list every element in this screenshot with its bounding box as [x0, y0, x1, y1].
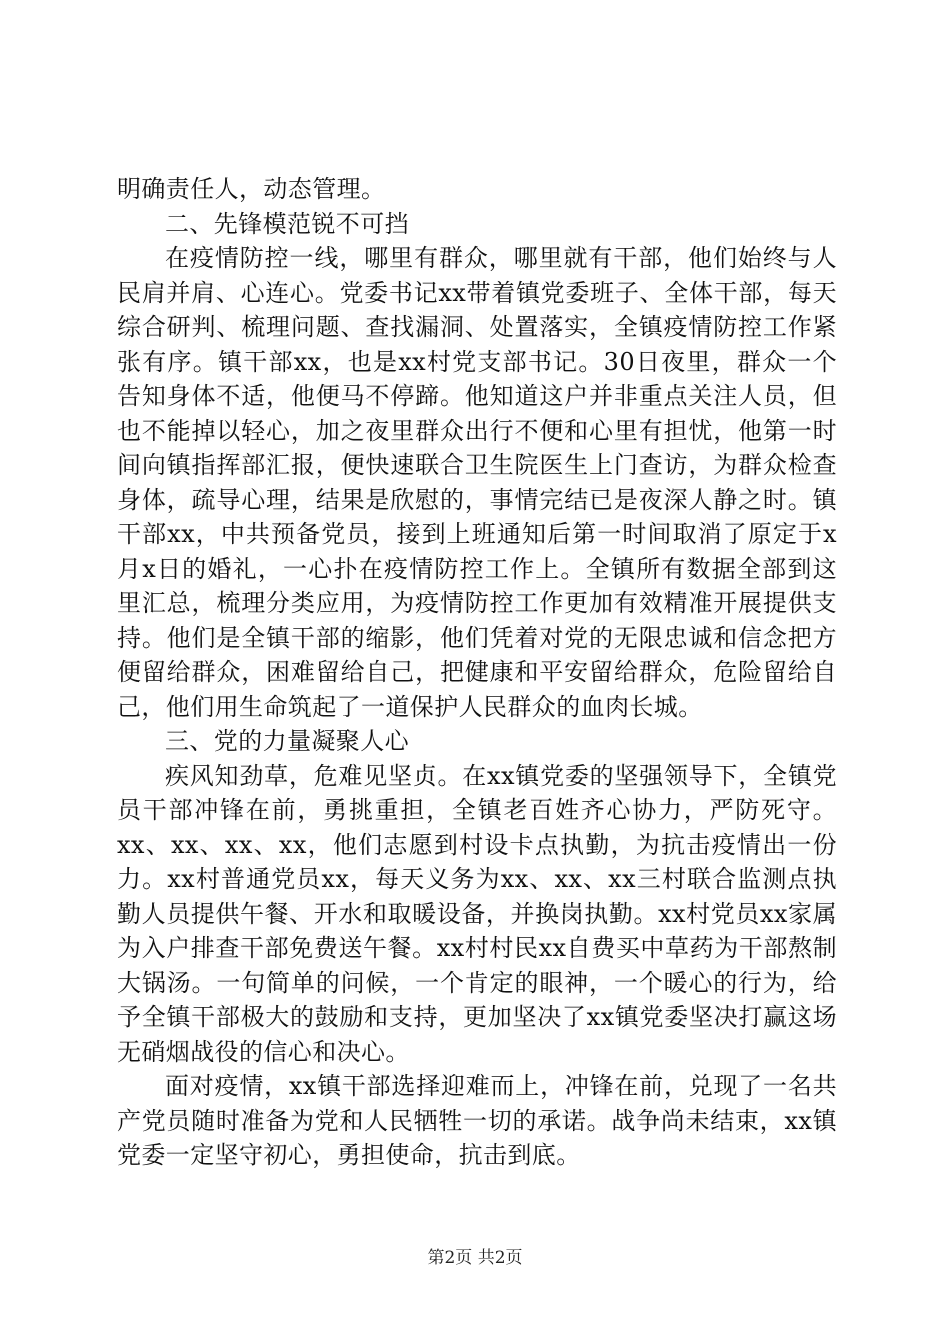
document-body [117, 172, 886, 1173]
section-heading-2: 二、先锋模范锐不可挡 [165, 209, 409, 238]
paragraph-section-2: 在疫情防控一线，哪里有群众，哪里就有干部，他们始终与人民肩并肩、心连心。党委书记xx带着镇党委班子、全体干部，每天综合研判、梳理问题、查找漏洞、处置落实，全镇疫情防控工作紧张有序。镇干部xx，也是xx村党支部书记。30日夜里，群众一个 告知身体不适，他便马不停蹄。他知道这户并非重点关注人员，但也不能掉以轻心，加之夜里群众出行不便和心里有担忧，他第一时间向镇指挥部汇报，便快速联合卫生院医生上门查访，为群众检查身体，疏导心理，结果是欣慰的，事情完结已是夜深人静之时。镇干部xx，中共预备党员，接到上班通知后第一时间取消了原定于x月x日的婚礼，一心扑在疫情防控工作上。全镇所有数据全部到这里汇总，梳理分类应用，为疫情防控工作更加有效精准开展提供支持。他们是全镇干部的缩影，他们凭着对党的无限忠诚和信念把方便留给群众，困难留给自己，把健康和平安留给群众，危险留给自己，他们用生命筑起了一道保护人民群众的血肉长城。 [117, 244, 886, 721]
section-heading-3: 三、党的力量凝聚人心 [165, 727, 409, 755]
paragraph-continuation: 明确责任人，动态管理。 [117, 175, 386, 203]
paragraph-section-3: 疾风知劲草，危难见坚贞。在xx镇党委的坚强领导下，全镇党员干部冲锋在前，勇挑重担，全镇老百姓齐心协力，严防死守。xx、xx、xx、xx，他们志愿到村设卡点执勤，为抗击疫情出一份力。xx村普通党员xx，每天义务为xx、xx、xx三村联合监测点执勤人员提供午餐、开水和取暖设备，并换岗执勤。xx村党员xx家属为入户排查干部免费送午餐。xx村村民xx自费买中草药为干部熬制大锅汤。一句简单的问候，一个肯定的眼神，一个暖心的行为，给予全镇干部极大的鼓励和支持，更加坚决了xx镇党委坚决打赢这场无硝烟战役的信心和决心。 [117, 761, 837, 1066]
paragraph-conclusion: 面对疫情，xx镇干部选择迎难而上，冲锋在前，兑现了一名共产党员随时准备为党和人民牺牲一切的承诺。战争尚未结束，xx镇党委一定坚守初心，勇担使命，抗击到底。 [117, 1072, 837, 1169]
page-number-footer: 第2页 共2页 [427, 1248, 523, 1268]
